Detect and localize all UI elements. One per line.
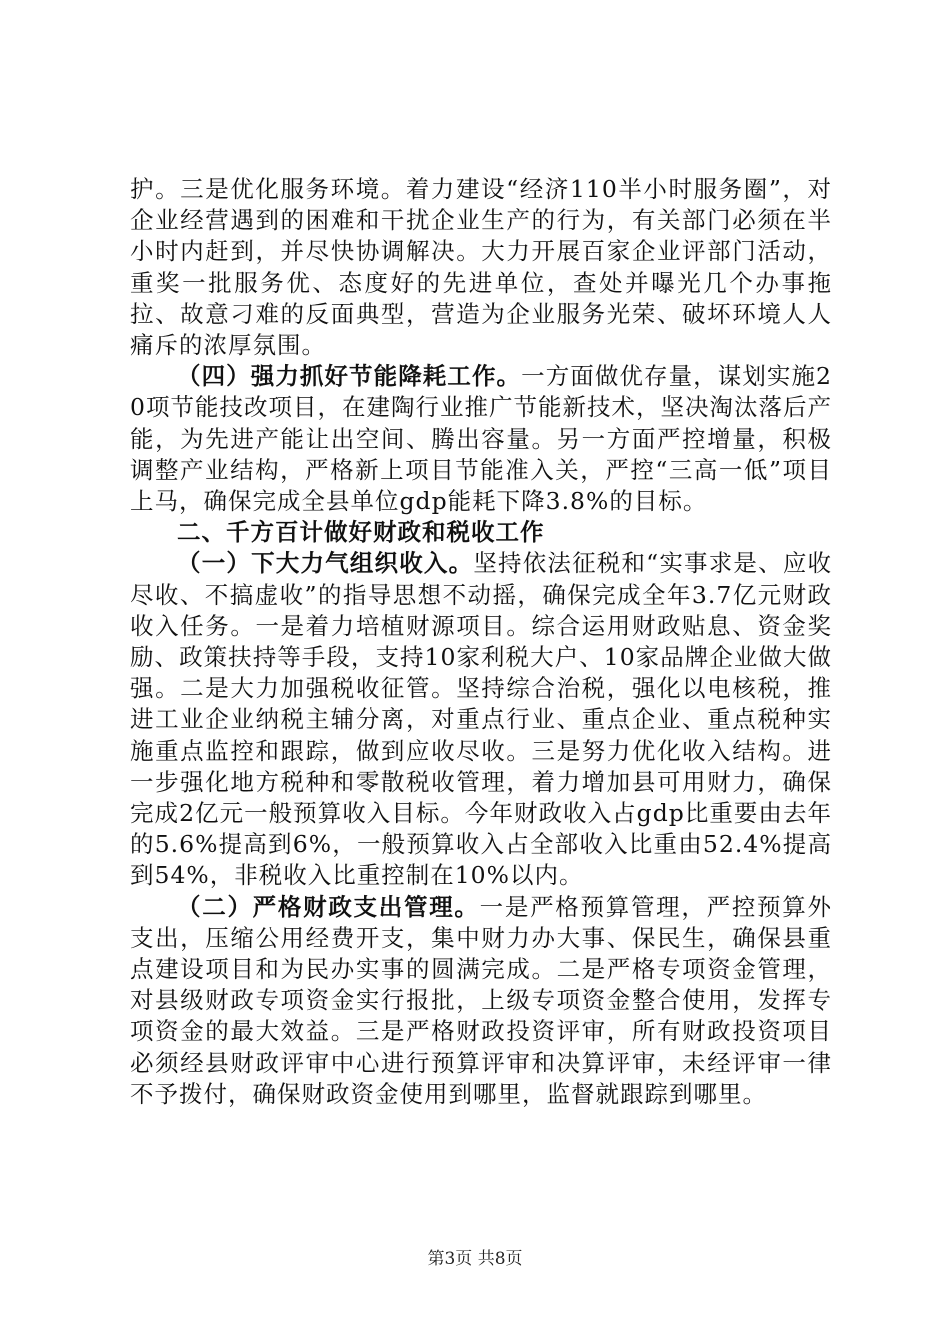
paragraph-text: 坚持依法征税和“实事求是、应收尽收、不搞虚收”的指导思想不动摇，确保完成全年3.7亿元财政收入任务。一是着力培植财源项目。综合运用财政贴息、资金奖励、政策扶持等手段，支持10家利税大户、10家品牌企业做大做强。二是大力加强税收征管。坚持综合治税，强化以电核税，推进工业企业纳税主辅分离，对重点行业、重点企业、重点税种实施重点监控和跟踪，做到应收尽收。三是努力优化收入结构。进一步强化地方税种和零散税收管理，着力增加县可用财力，确保完成2亿元一般预算收入目标。今年财政收入占gdp比重要由去年的5.6%提高到6%，一般预算收入占全部收入比重由52.4%提高到54%，非税收入比重控制在10%以内。 xyxy=(130,549,833,890)
paragraph-lead: （一）下大力气组织收入。 xyxy=(177,549,474,578)
paragraph-expenditure-management xyxy=(130,892,832,1110)
paragraph-energy-saving xyxy=(130,361,832,517)
paragraph-lead: （二）严格财政支出管理。 xyxy=(177,892,480,921)
document-body xyxy=(130,174,832,1110)
section-heading: 二、千方百计做好财政和税收工作 xyxy=(177,518,545,547)
paragraph-text: 护。三是优化服务环境。着力建设“经济110半小时服务圈”，对企业经营遇到的困难和干扰企业生产的行为，有关部门必须在半小时内赶到，并尽快协调解决。大力开展百家企业评部门活动，重奖一批服务优、态度好的先进单位，查处并曝光几个办事拖拉、故意刁难的反面典型，营造为企业服务光荣、破坏环境人人痛斥的浓厚氛围。 xyxy=(130,175,832,360)
paragraph-text: 一是严格预算管理，严控预算外支出，压缩公用经费开支，集中财力办大事、保民生，确保县重点建设项目和为民办实事的圆满完成。二是严格专项资金管理，对县级财政专项资金实行报批，上级专项资金整合使用，发挥专项资金的最大效益。三是严格财政投资评审，所有财政投资项目必须经县财政评审中心进行预算评审和决算评审，未经评审一律不予拨付，确保财政资金使用到哪里，监督就跟踪到哪里。 xyxy=(130,892,833,1108)
paragraph-organize-revenue xyxy=(130,548,832,891)
paragraph-text: 一方面做优存量，谋划实施20项节能技改项目，在建陶行业推广节能新技术，坚决淘汰落后产能，为先进产能让出空间、腾出容量。另一方面严控增量，积极调整产业结构，严格新上项目节能准入关，严控“三高一低”项目上马，确保完成全县单位gdp能耗下降3.8%的目标。 xyxy=(130,362,833,516)
page-number-footer: 第3页 共8页 xyxy=(427,1249,523,1269)
paragraph-lead: （四）强力抓好节能降耗工作。 xyxy=(177,362,522,391)
paragraph-service-environment xyxy=(130,174,832,361)
